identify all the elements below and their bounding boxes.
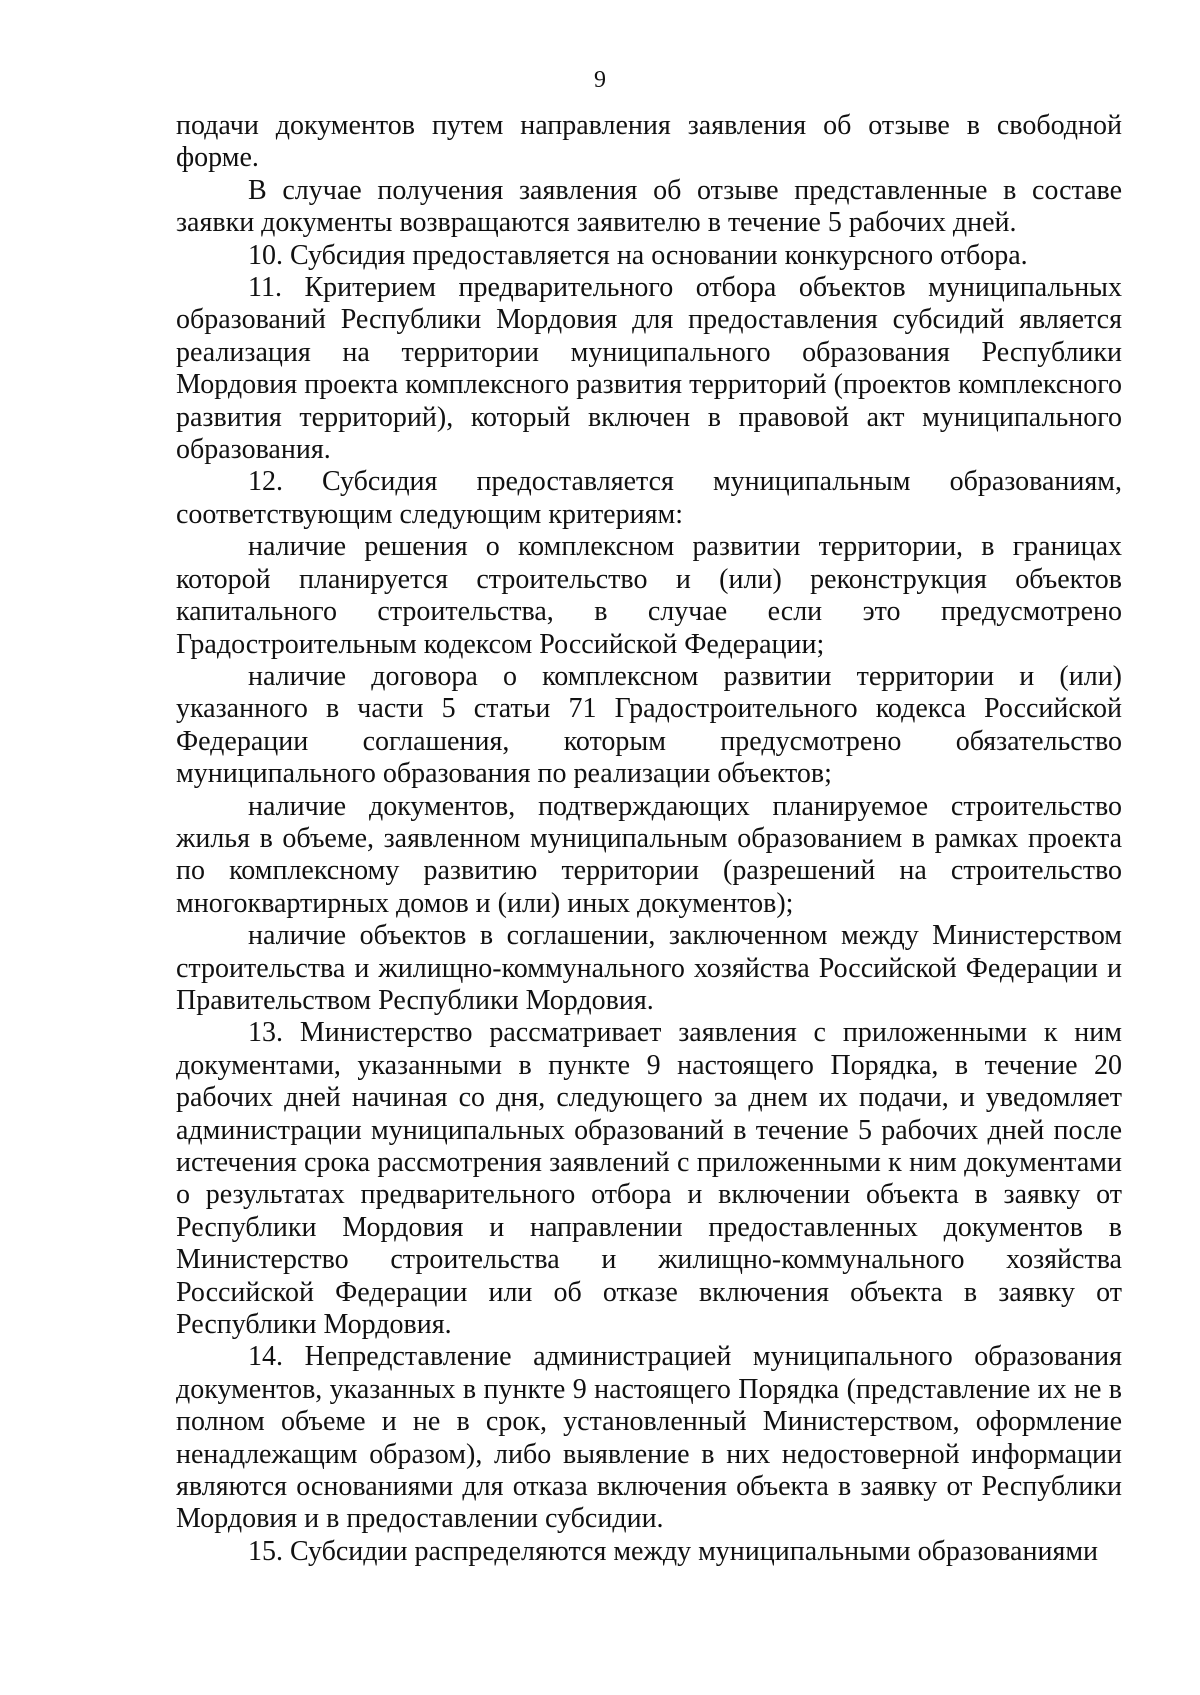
paragraph-criterion-objects: наличие объектов в соглашении, заключенном между Министерством строительства и жилищно-коммунального хозяйства Российской Федерации и Правительством Республики Мордовия. [176, 920, 1122, 1016]
paragraph-item-12: 12. Субсидия предоставляется муниципальным образованиям, соответствующим следующим критериям: [176, 466, 1122, 530]
document-body [176, 110, 1122, 1568]
paragraph-item-11: 11. Критерием предварительного отбора объектов муниципальных образований Республики Мордовия для предоставления субсидий является реализация на территории муниципального образования Республики Мордовия проекта комплексного развития территорий (проектов комплексного развития территорий), который включен в правовой акт муниципального образования. [176, 272, 1122, 466]
paragraph-continuation: подачи документов путем направления заявления об отзыве в свободной форме. [176, 110, 1122, 174]
paragraph-criterion-agreement: наличие договора о комплексном развитии территории и (или) указанного в части 5 статьи 71 Градостроительного кодекса Российской Федерации соглашения, которым предусмотрено обязательство муниципального образования по реализации объектов; [176, 660, 1122, 790]
paragraph-item-13: 13. Министерство рассматривает заявления с приложенными к ним документами, указанными в пункте 9 настоящего Порядка, в течение 20 рабочих дней начиная со дня, следующего за днем их подачи, и уведомляет администрации муниципальных образований в течение 5 рабочих дней после истечения срока рассмотрения заявлений с приложенными к ним документами о результатах предварительного отбора и включении объекта в заявку от Республики Мордовия и направлении предоставленных документов в Министерство строительства и жилищно-коммунального хозяйства Российской Федерации или об отказе включения объекта в заявку от Республики Мордовия. [176, 1017, 1122, 1341]
paragraph-withdrawal-return: В случае получения заявления об отзыве представленные в составе заявки документы возвращаются заявителю в течение 5 рабочих дней. [176, 174, 1122, 239]
paragraph-item-15: 15. Субсидии распределяются между муниципальными образованиями [248, 1535, 1099, 1567]
paragraph-item-14: 14. Непредставление администрацией муниципального образования документов, указанных в пункте 9 настоящего Порядка (представление их не в полном объеме и не в срок, установленный Министерством, оформление ненадлежащим образом), либо выявление в них недостоверной информации являются основаниями для отказа включения объекта в заявку от Республики Мордовия и в предоставлении субсидии. [176, 1341, 1122, 1535]
paragraph-criterion-documents: наличие документов, подтверждающих планируемое строительство жилья в объеме, заявленном муниципальным образованием в рамках проекта по комплексному развитию территории (разрешений на строительство многоквартирных домов и (или) иных документов); [176, 790, 1122, 919]
paragraph-criterion-decision: наличие решения о комплексном развитии территории, в границах которой планируется строительство и (или) реконструкция объектов капитального строительства, в случае если это предусмотрено Градостроительным кодексом Российской Федерации; [176, 531, 1122, 660]
page-number: 9 [594, 67, 606, 93]
paragraph-item-10: 10. Субсидия предоставляется на основании конкурсного отбора. [248, 239, 1028, 271]
